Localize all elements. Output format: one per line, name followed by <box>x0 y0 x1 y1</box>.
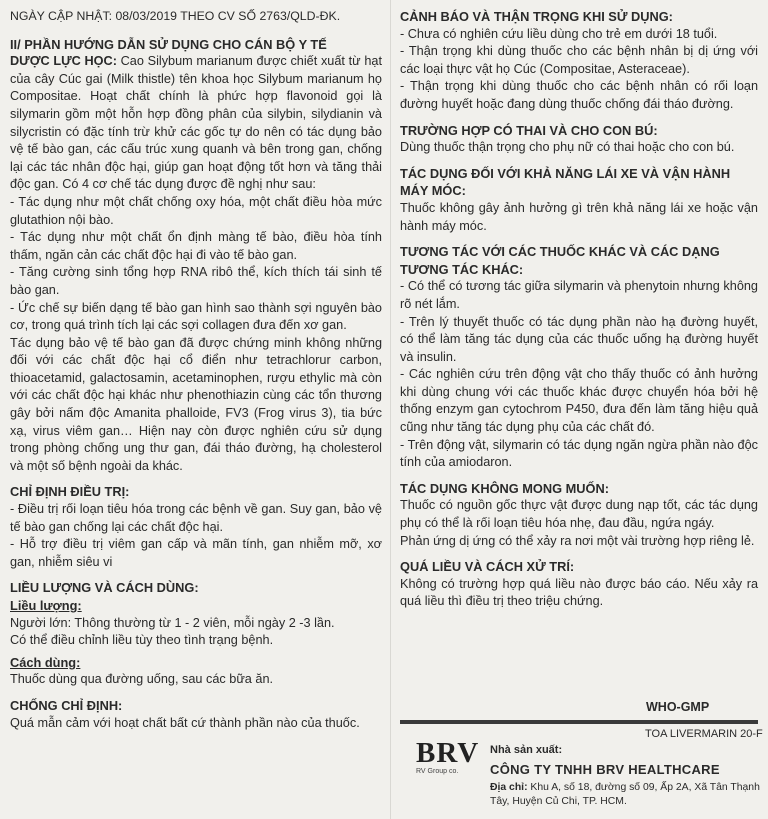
address-label: Địa chỉ: <box>490 782 528 793</box>
pregnancy-text: Dùng thuốc thận trọng cho phụ nữ có thai hoặc cho con bú. <box>400 140 735 155</box>
interactions-bullet: - Có thể có tương tác giữa silymarin và phenytoin nhưng không rõ nét lắm. <box>400 279 758 311</box>
side-effects-heading: TÁC DỤNG KHÔNG MONG MUỐN: <box>400 480 609 496</box>
dosage-heading: LIỀU LƯỢNG VÀ CÁCH DÙNG: <box>10 580 199 596</box>
pharmacology-bullet: - Tăng cường sinh tổng hợp RNA ribô thể, kích thích tái sinh tế bào gan. <box>10 265 382 297</box>
logo-wordmark: BRV <box>416 737 480 769</box>
update-line: NGÀY CẬP NHẬT: 08/03/2019 THEO CV SỐ 2763/QLD-ĐK. <box>10 9 341 23</box>
pharmacology-bullet: - Tác dụng như một chất ổn định màng tế bào, điều hòa tính thấm, ngăn cản các chất độc hại đi vào tế bào gan. <box>10 230 382 262</box>
who-gmp-label: WHO-GMP <box>646 700 710 714</box>
toa-code: TOA LIVERMARIN 20-F <box>645 728 763 740</box>
usage-label: Cách dùng: <box>10 654 81 670</box>
indications-bullet: - Hỗ trợ điều trị viêm gan cấp và mãn tính, gan nhiễm mỡ, xơ gan, nhiễm siêu vi <box>10 537 382 569</box>
overdose-text: Không có trường hợp quá liều nào được báo cáo. Nếu xảy ra quá liều thì điều trị theo triệu chứng. <box>400 576 758 609</box>
driving-heading: TÁC DỤNG ĐỐI VỚI KHẢ NĂNG LÁI XE VÀ VẬN HÀNH MÁY MÓC: <box>400 165 731 199</box>
logo-tagline: RV Group co. <box>416 768 459 775</box>
column-divider <box>390 0 391 819</box>
left-column <box>10 0 382 732</box>
pharmacology-outro: Tác dụng bảo vệ tế bào gan đã được chứng minh không những đối với các chất độc hại cổ điển như tetrachlorur carbon, thioacetamid, galactosamin, acetaminophen, rượu ethylic mà còn với các chất độc hại khác như phenothiazin cùng các tổn thương gây bởi nấm độc Amanita phalloide, FV3 (Frog virus 3), tia bức xạ, virus viêm gan… Hiện nay còn được nghiên cứu sử dụng trong phòng chống ung thư gan, đái tháo đường, hạ cholesterol và một số bệnh ngoài da khác. <box>10 335 382 473</box>
footer-rule <box>400 720 758 724</box>
pregnancy-heading: TRƯỜNG HỢP CÓ THAI VÀ CHO CON BÚ: <box>400 122 658 138</box>
interactions-bullet: - Trên động vật, silymarin có tác dụng ngăn ngừa phần nào độc tính của amiodaron. <box>400 437 758 470</box>
dose-line: Người lớn: Thông thường từ 1 - 2 viên, mỗi ngày 2 -3 lần. <box>10 615 335 630</box>
interactions-bullet: - Các nghiên cứu trên động vật cho thấy thuốc có ảnh hưởng khi dùng chung với các thuốc khác được chuyển hóa bởi hệ thống enzym gan cytochrom P450, đưa đến làm tăng hiệu quả cũng như tăng tác dụng phụ của các chất đó. <box>400 367 758 435</box>
warnings-bullet: - Thận trọng khi dùng thuốc cho các bệnh nhân bị dị ứng với các loại thực vật họ Cúc (Compositae, Asteraceae). <box>400 44 758 76</box>
right-column <box>400 0 758 611</box>
contraindications-text: Quá mẫn cảm với hoạt chất bất cứ thành phần nào của thuốc. <box>10 715 360 730</box>
warnings-heading: CẢNH BÁO VÀ THẬN TRỌNG KHI SỬ DỤNG: <box>400 9 673 24</box>
manufacturer-label: Nhà sản xuất: <box>490 744 563 756</box>
pharmacology-heading: DƯỢC LỰC HỌC: <box>10 54 117 69</box>
contraindications-heading: CHỐNG CHỈ ĐỊNH: <box>10 697 123 713</box>
side-effects-text: Thuốc có nguồn gốc thực vật được dung nạp tốt, các tác dụng phụ có thể là rối loạn tiêu hóa nhẹ, đau đầu, ngứa ngáy. <box>400 498 758 531</box>
indications-heading: CHỈ ĐỊNH ĐIỀU TRỊ: <box>10 484 130 500</box>
pharmacology-intro-text: Cao Silybum marianum được chiết xuất từ hạt của cây Cúc gai (Milk thistle) tên khoa học Silybum marianum họ Compositae. Hoạt chất chính là phức hợp flavonoid gọi là silymarin gồm một hỗn hợp đồng phân của silybin, silydianin và silycristin có đặc tính trừ khử các gốc tự do nên có tác dụng bảo vệ tế bào gan, các cấu trúc xung quanh và bên trong gan, chống lại các tác nhân độc hại, giúp gan hoạt động tốt hơn và tăng thải độc gan. Có 4 cơ chế tác dụng được đề nghị như sau: <box>10 54 382 192</box>
pharmacology-bullet: - Tác dụng như một chất chống oxy hóa, một chất điều hòa mức glutathion nội bào. <box>10 194 382 227</box>
usage-text: Thuốc dùng qua đường uống, sau các bữa ăn. <box>10 672 274 687</box>
section-title: II/ PHẦN HƯỚNG DẪN SỬ DỤNG CHO CÁN BỘ Y TẾ <box>10 36 327 52</box>
pharmacology-bullet: - Ức chế sự biến dạng tế bào gan hình sao thành sợi nguyên bào cơ, trong quá trình tích lại các sợi collagen đưa đến xơ gan. <box>10 300 382 333</box>
overdose-heading: QUÁ LIỀU VÀ CÁCH XỬ TRÍ: <box>400 559 575 575</box>
dose-line: Có thể điều chỉnh liều tùy theo tình trạng bệnh. <box>10 633 274 648</box>
brv-logo <box>416 737 480 775</box>
interactions-heading: TƯƠNG TÁC VỚI CÁC THUỐC KHÁC VÀ CÁC DẠNG TƯƠNG TÁC KHÁC: <box>400 244 720 277</box>
manufacturer-address <box>490 781 760 809</box>
address-text: Khu A, số 18, đường số 09, Ấp 2A, Xã Tân Thạnh Tây, Huyện Củ Chi, TP. HCM. <box>490 782 760 807</box>
driving-text: Thuốc không gây ảnh hưởng gì trên khả năng lái xe hoặc vận hành máy móc. <box>400 200 758 233</box>
pharmacology-intro <box>10 53 382 194</box>
manufacturer-block <box>490 744 760 809</box>
warnings-bullet: - Thận trọng khi dùng thuốc cho các bệnh nhân có rối loạn đường huyết hoặc đang dùng thuốc chống đái tháo đường. <box>400 79 758 111</box>
indications-bullet: - Điều trị rối loạn tiêu hóa trong các bệnh về gan. Suy gan, bảo vệ tế bào gan chống lại các chất độc hại. <box>10 502 382 534</box>
warnings-bullet: - Chưa có nghiên cứu liều dùng cho trẻ em dưới 18 tuổi. <box>400 26 718 41</box>
manufacturer-name: CÔNG TY TNHH BRV HEALTHCARE <box>490 762 720 777</box>
side-effects-text: Phản ứng dị ứng có thể xảy ra nơi một vài trường hợp riêng lẻ. <box>400 533 755 548</box>
interactions-bullet: - Trên lý thuyết thuốc có tác dụng phần nào hạ đường huyết, có thể làm tăng tác dụng của các thuốc uống hạ đường huyết và insulin. <box>400 314 758 364</box>
dose-label: Liều lượng: <box>10 598 82 613</box>
